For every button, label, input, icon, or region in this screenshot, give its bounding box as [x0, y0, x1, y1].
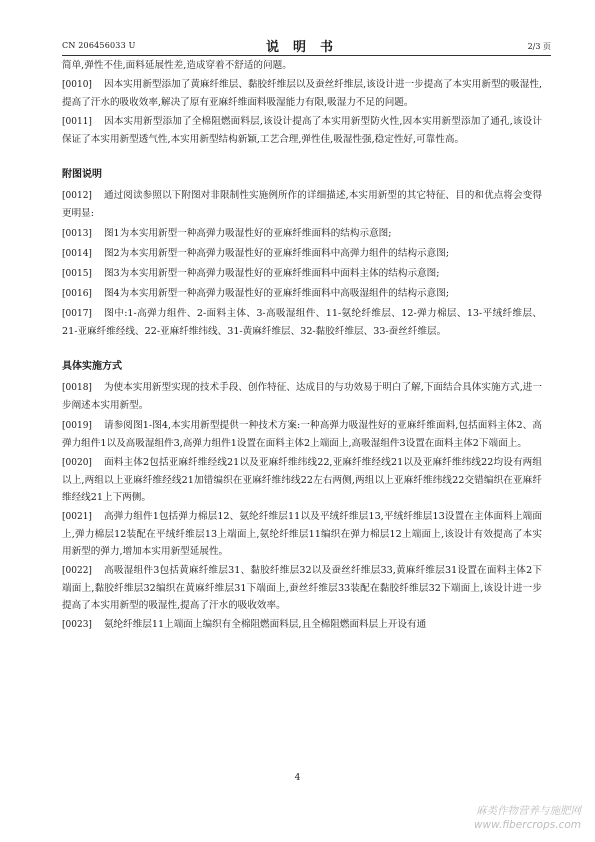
paragraph-text: 请参阅图1-图4,本实用新型提供一种技术方案:一种高弹力吸湿性好的亚麻纤维面料,包括面料主体2、高弹力组件1以及高吸湿组件3,高弹力组件1设置在面料主体2上端面上,高吸湿组件3设置在面料主体2下端面上。: [62, 419, 542, 449]
paragraph-text: 图3为本实用新型一种高弹力吸湿性好的亚麻纤维面料中面料主体的结构示意图;: [103, 267, 440, 279]
paragraph-number: [0022]: [62, 566, 92, 577]
paragraph-number: [0018]: [62, 383, 92, 394]
paragraph-number: [0023]: [62, 620, 92, 631]
paragraph-number: [0012]: [62, 191, 92, 202]
paragraph-text: 因本实用新型添加了黄麻纤维层、黏胶纤维层以及蚕丝纤维层,该设计进一步提高了本实用新型的吸湿性,提高了汗水的吸收效率,解决了原有亚麻纤维面料吸湿能力有限,吸湿力不足的问题。: [62, 79, 542, 109]
section-heading-embodiment: 具体实施方式: [62, 361, 122, 373]
watermark-url: www.fibercrops.com: [473, 819, 581, 831]
paragraph: [62, 508, 542, 560]
paragraph: [62, 76, 542, 111]
paragraph: [62, 285, 542, 303]
paragraph: [62, 187, 542, 222]
paragraph-number: [0015]: [62, 268, 92, 279]
page-indicator: 2/3 页: [527, 42, 551, 51]
paragraph-group-embodiment: [62, 379, 542, 634]
paragraph: [62, 454, 542, 506]
paragraph: [62, 113, 542, 148]
paragraph: [62, 225, 542, 243]
paragraph: [62, 379, 542, 414]
paragraph-group-intro: [62, 57, 542, 148]
paragraph: [62, 616, 542, 634]
watermark: [431, 804, 581, 832]
paragraph: [62, 562, 542, 614]
paragraph-text: 高弹力组件1包括弹力棉层12、氨纶纤维层11以及平绒纤维层13,平绒纤维层13设置在主体面料上端面上,弹力棉层12装配在平绒纤维层13上端面上,氨纶纤维层11编织在弹力棉层12上端面上,该设计有效提高了本实用新型的弹力,增加本实用新型延展性。: [62, 510, 542, 557]
paragraph-number: [0016]: [62, 289, 92, 300]
watermark-title: 麻类作物营养与施肥网: [476, 805, 581, 817]
paragraph: [62, 305, 542, 340]
paragraph-text: 为使本实用新型实现的技术手段、创作特征、达成目的与功效易于明白了解,下面结合具体实施方式,进一步阐述本实用新型。: [62, 382, 542, 412]
paragraph-text: 因本实用新型添加了全棉阻燃面料层,该设计提高了本实用新型防火性,因本实用新型添加了通孔,该设计保证了本实用新型透气性,本实用新型结构新颖,工艺合理,弹性佳,吸湿性强,稳定性好,可靠性高。: [62, 116, 542, 146]
header-rule: [62, 55, 551, 56]
paragraph-text: 简单,弹性不佳,面料延展性差,造成穿着不舒适的问题。: [62, 60, 292, 71]
paragraph-number: [0013]: [62, 228, 92, 239]
paragraph-group-figures: [62, 187, 542, 340]
page-number: 4: [294, 773, 301, 783]
document-title: 说明书: [265, 40, 347, 55]
paragraph: [62, 245, 542, 263]
paragraph-number: [0017]: [62, 309, 92, 320]
paragraph-text: 高吸湿组件3包括黄麻纤维层31、黏胶纤维层32以及蚕丝纤维层33,黄麻纤维层31设置在面料主体2下端面上,黏胶纤维层32编织在黄麻纤维层31下端面上,蚕丝纤维层33装配在黏胶纤维层32下端面上,该设计进一步提高了本实用新型的吸湿性,提高了汗水的吸收效率。: [62, 565, 542, 612]
paragraph-text: 图中:1-高弹力组件、2-面料主体、3-高吸湿组件、11-氨纶纤维层、12-弹力棉层、13-平绒纤维层、21-亚麻纤维经线、22-亚麻纤维纬线、31-黄麻纤维层、32-黏胶纤维层、33-蚕丝纤维层。: [62, 308, 542, 338]
paragraph-number: [0021]: [62, 511, 92, 522]
paragraph: [62, 57, 542, 74]
paragraph-text: 通过阅读参照以下附图对非限制性实施例所作的详细描述,本实用新型的其它特征、目的和优点将会变得更明显:: [62, 190, 542, 220]
paragraph: [62, 265, 542, 283]
paragraph-number: [0011]: [62, 117, 92, 128]
paragraph-number: [0014]: [62, 248, 92, 259]
paragraph-number: [0010]: [62, 80, 92, 91]
paragraph-text: 图1为本实用新型一种高弹力吸湿性好的亚麻纤维面料的结构示意图;: [103, 227, 392, 239]
paragraph-text: 图4为本实用新型一种高弹力吸湿性好的亚麻纤维面料中高吸湿组件的结构示意图;: [103, 288, 450, 300]
paragraph-text: 面料主体2包括亚麻纤维经线21以及亚麻纤维纬线22,亚麻纤维经线21以及亚麻纤维纬线22均设有两组以上,两组以上亚麻纤维经线21加错编织在亚麻纤维纬线22左右两侧,两组以上亚麻纤维纬线22交错编织在亚麻纤维经线21上下两侧。: [62, 456, 542, 503]
document-body: [62, 57, 542, 636]
paragraph-number: [0019]: [62, 420, 92, 431]
paragraph-text: 图2为本实用新型一种高弹力吸湿性好的亚麻纤维面料中高弹力组件的结构示意图;: [103, 247, 450, 259]
paragraph-text: 氨纶纤维层11上端面上编织有全棉阻燃面料层,且全棉阻燃面料层上开设有通: [103, 619, 427, 631]
paragraph: [62, 417, 542, 452]
page-header: [62, 36, 551, 54]
paragraph-number: [0020]: [62, 457, 92, 468]
patent-number: CN 206456033 U: [62, 41, 136, 50]
section-heading-figures: 附图说明: [62, 169, 102, 181]
